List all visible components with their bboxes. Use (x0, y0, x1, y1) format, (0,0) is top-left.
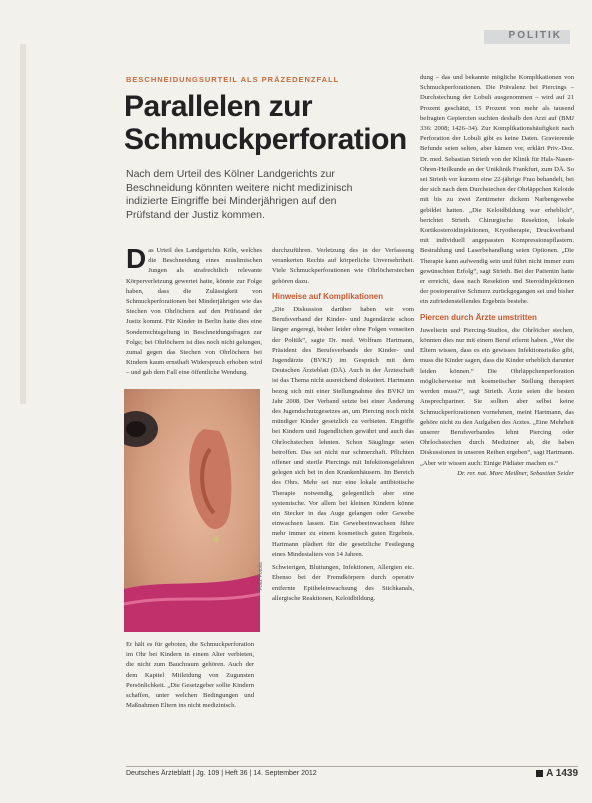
footer-journal: Deutsches Ärzteblatt | Jg. 109 | Heft 36 | 14. September 2012 (126, 770, 317, 777)
column-2 (272, 246, 414, 604)
caption-text: Er hält es für geboten, die Schmuckperforation im Ohr bei Kindern in einem Alter verbieten, die nicht zum Bauchraum gehören. Auch der dem Kapitel Mitleidung von Zugunsten Persönlichkeit. „Die Gesetzgeber sollte Kindern schaffen, unter welchen Bedingungen und Maßnahmen Eltern ins nicht medizinisch. (126, 641, 254, 710)
section-rubric: POLITIK (508, 30, 562, 41)
page-mark-icon (536, 770, 543, 777)
baby-ear-photo (124, 389, 260, 632)
footer-page (536, 768, 578, 779)
article-lead: Nach dem Urteil des Kölner Landgerichts zur Beschneidung könnten weitere nicht medizinisch indizierte Eingriffe bei Minderjährigen auf den Prüfstand der Justiz kommen. (126, 168, 353, 221)
column-1 (126, 243, 262, 379)
column-3 (420, 73, 574, 479)
kicker: BESCHNEIDUNGSURTEIL ALS PRÄZEDENZFALL (126, 75, 340, 84)
article-title: Parallelen zur Schmuckperforation (124, 90, 407, 156)
author-line: Dr. rer. nat. Marc Meißner, Sebastian Seider (457, 469, 574, 477)
footer-rule (126, 766, 578, 767)
photo-illustration (124, 389, 260, 632)
column-2-top-text: durchzuführen. Verletzung des in der Verfassung verankerten Rechts auf körperliche Unversehrtheit. Viele Schmuckperforationen wie Ohrlöcherstechen gehören dazu. (272, 247, 414, 285)
photo-caption (126, 640, 254, 711)
footer-page-number: A 1439 (546, 768, 578, 779)
column-3-main-text: Juwelierin und Piercing-Studios, die Ohrlöcher stechen, könnten dies nur mit einem Beruf erlernt haben. „Wer die Eltern wissen, dass es ein gewisses Infektionsrisiko gibt, muss die Kinder sagen, dass die Kinder erheblich darunter leiden können.“ Die Ohrläppchenperforation möglicherweise mit kosmetischer Stellung therapiert werden muss?“, sagt Strieth. Ärzte seien die besten Ansprechpartner. Sie sollten aber selbst keine Schmuckperforationen vornehmen, meint Hartmann, das gehöre nicht zu den Aufgaben des Arztes. „Eine Mehrheit unserer Berufsverbandes lehnt Piercing oder Ohrlochstechen durch Mediziner ab, die haben Diskussionen in unseren Reihen ergeben“, sagt Hartmann. „Aber wir wissen auch: Einige Pädiater machen es.“ (420, 326, 574, 467)
column-1-text: as Urteil des Landgerichts Köln, welches die Beschneidung eines muslimischen Jungen als strafrechtlich relevante Körperverletzung gewertet hatte, könnte zur Folge haben, dass die Zulässigkeit von Schmuckperforationen bei Minderjährigen wie das Stechen von Ohrlöchern auf den Prüfstand der Justiz kommt. Für Kinder in Berlin hatte dies eine Sonderrechtsgeltung in Beschneidungsfragen zur Folge; bei Ohrlöchern ist dies noch nicht gelungen, zumal gegen das Stechen von Ohrlöchern bei Kindern kaum ernsthaft Widerspruch erhoben wird – und gab dem Fall eine öffentliche Wendung. (126, 247, 262, 377)
column-2-end-text: Schwierigen, Bluttungen, Infektionen, Allergien etc. Ebenso bei der Fremdkörpern durch operativ entfernte Epitheleinwachsung des Stichkanals, allergische Reaktionen, Keloidbildung. (272, 564, 414, 602)
photo-credit: Foto: Fotolia (258, 562, 264, 590)
left-margin-rule (20, 44, 26, 404)
column-3-top-text: dung – das und bekannte mögliche Komplikationen von Schmuckperforationen. Die Prävalenz bei Piercings – Durchstechung der Lobuli ausgenommen – wird auf 21 Prozent geschätzt, 15 Prozent von mehr als tausend befragten Gepiercten suchten deshalb den Arzt auf (BMJ 336: 2008; 1426–34). Zur Komplikationshäufigkeit nach Perforation der Lobuli gibt es keine Daten. Gravierende Befunde seien selten, aber kämen vor, erklärt Priv.-Doz. Dr. med. Sebastian Strieth von der Klinik für Hals-Nasen-Ohren-Heilkunde an der Uniklinik Frankfurt, zum DÄ. So sei Strieth vor kurzem eine 22-jährige Frau behandelt, bei der sich nach dem Durchstechen der Ohrläppchen Keloide mit bis zu zwei Zentimeter dickem Narbengewebe gebildet hatten. „Die Keloidbildung war erheblich“, berichtet Strieth. Chirurgische Resektion, lokale Kortikosteroidinjektionen, Kryotherapie, Druckverband mit individuell angepassten Kompressionspflastern. Bestrahlung und Laserbehandlung seien Optionen. „Die Therapie kann aufwendig sein und führt nicht immer zum gewünschten Erfolg“, sagt Strieth. Bei der Patientin hatte er erreicht, dass nach Resektion und Steroidinjektionen der postoperative Schmerz zurückgegangen sei und bisher ein zufriedenstellendes Ergebnis bestehe. (420, 74, 574, 306)
subheading-complications: Hinweise auf Komplikationen (272, 291, 384, 301)
dropcap: D (126, 243, 147, 274)
column-2-main-text: „Die Diskussion darüber haben wir vom Berufsverband der Kinder- und Jugendärzte schon länger angeregt, bisher leider ohne Folgen vonseiten der Politik“, sagte Dr. med. Wolfram Hartmann, Präsident des Berufsverbands der Kinder- und Jugendärzte (BVKJ) im Gespräch mit dem Deutschen Ärzteblatt (DÄ). Auch in der Ärzteschaft ist das Thema nicht ausreichend diskutiert. Hartmann bezog sich mit einer Stellungnahme des BVKJ im Jahr 2008. Der Verband setzte bei einer Änderung des Jugendschutzgesetzes an, um Piercing noch nicht mündiger Kinder gesetzlich zu verbieten. Eingriffe bei Kindern und Jugendlichen gewährt und auch das Ohrlochstechen lehnten. Schon Säuglinge seien betroffen. Das sei nicht nur schmerzhaft. Pflichten offener und sterile Piercings mit Infektionsgefahren gelegen sich bei in den Krankenhäusern. Im Bereich des Ohrs. Mehr sei nur eine lokale antibiotische Therapie notwendig, gelegentlich aber eine systemische. Vor allem bei kleinen Kindern könne ein Stecker in das Auge gelangen oder Gewebe einwachsen lassen. Ein Gewebeeinwachsen führe mehr immer zu einem kosmetisch guten Ergebnis. Hartmann plädiert für die gesetzliche Festlegung eines Mindestalters von 14 Jahren. (272, 306, 414, 558)
subheading-piercing-doctors: Piercen durch Ärzte umstritten (420, 312, 537, 322)
